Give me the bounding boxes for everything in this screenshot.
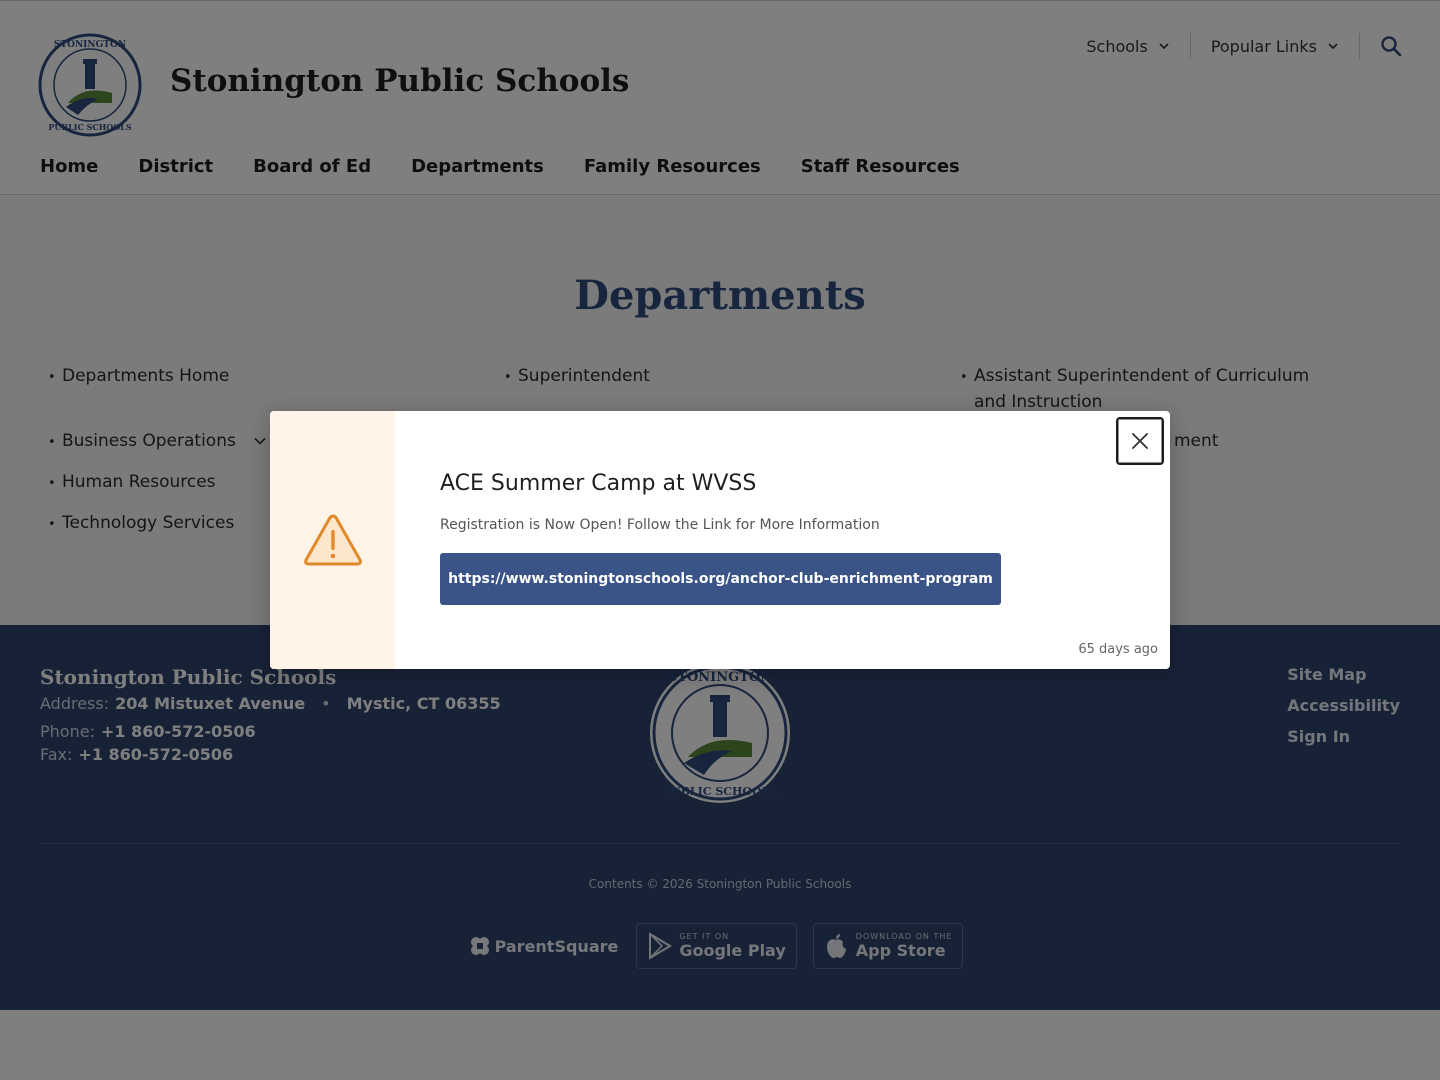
close-icon xyxy=(1131,432,1149,450)
modal-link-button[interactable]: https://www.stoningtonschools.org/anchor-club-enrichment-program xyxy=(440,553,1001,605)
warning-icon xyxy=(302,512,364,568)
alert-modal xyxy=(270,411,1170,669)
modal-timestamp: 65 days ago xyxy=(1078,642,1158,657)
close-button[interactable] xyxy=(1116,417,1164,465)
modal-description: Registration is Now Open! Follow the Link for More Information xyxy=(440,517,880,533)
modal-title: ACE Summer Camp at WVSS xyxy=(440,471,757,496)
modal-icon-panel xyxy=(270,411,395,669)
